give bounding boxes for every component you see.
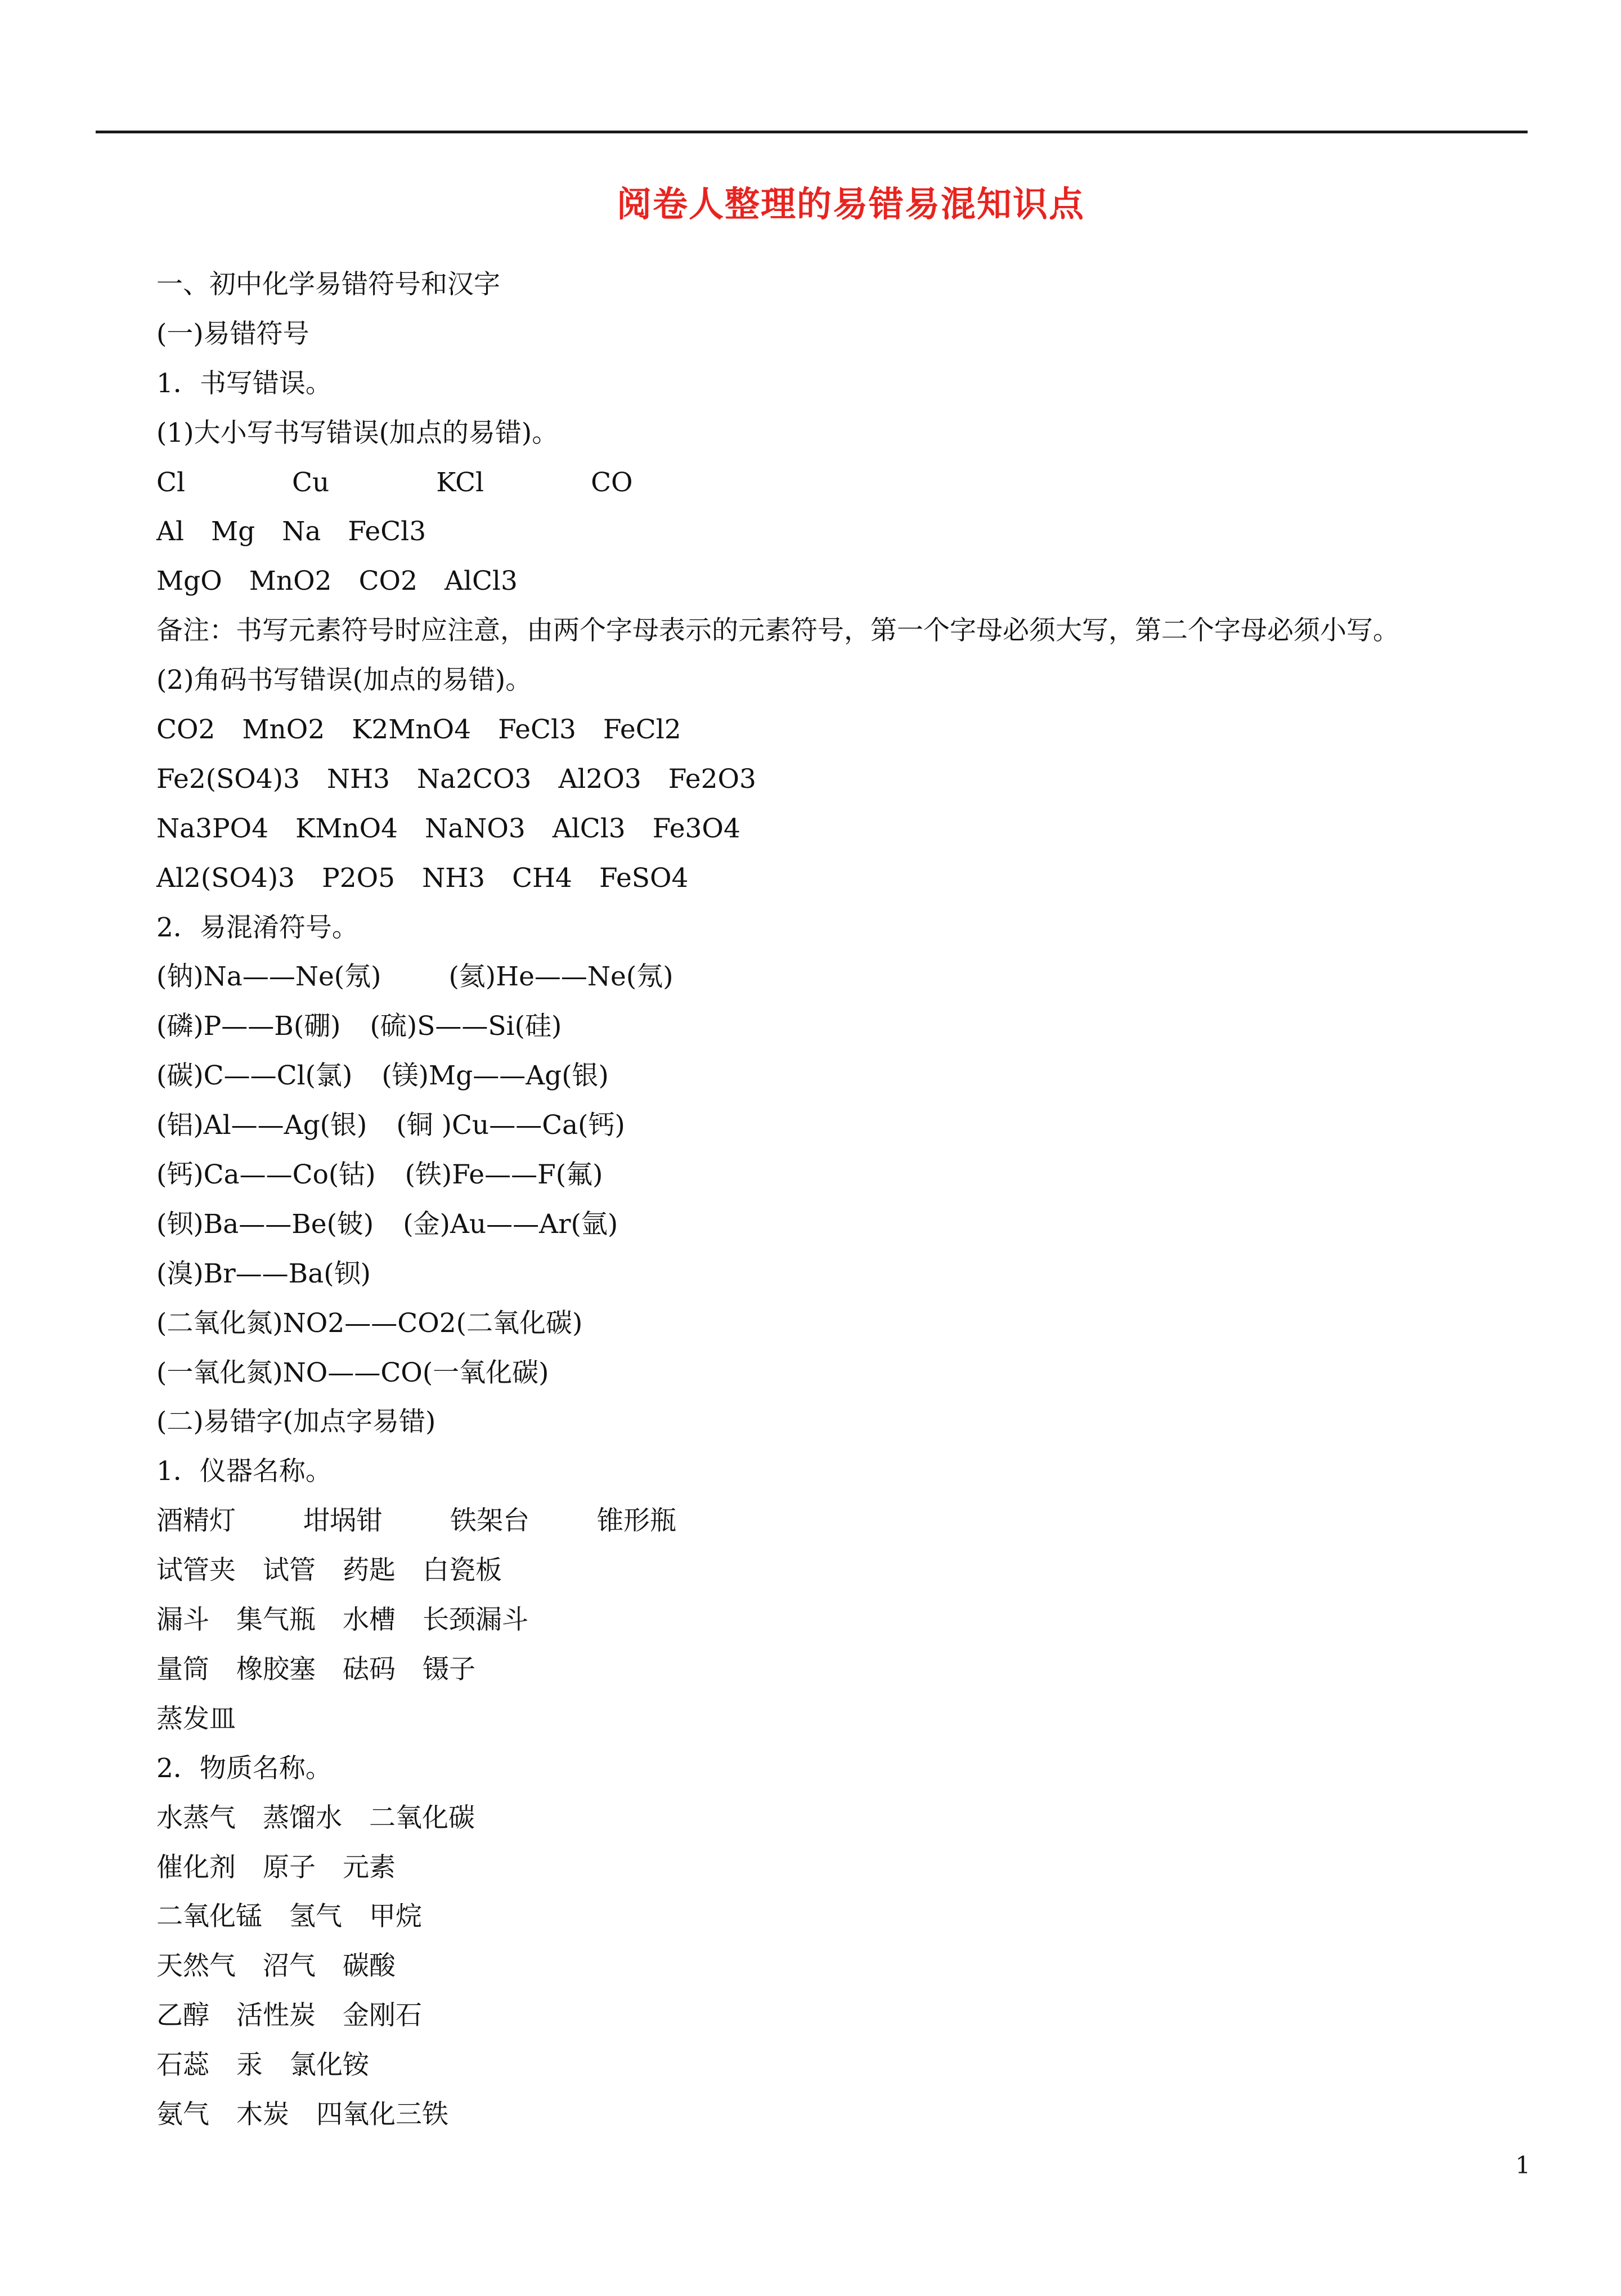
confusion-pair: (二氧化氮)NO2——CO2(二氧化碳) xyxy=(156,1307,583,1339)
substance-row xyxy=(156,1892,1552,1941)
substance-row xyxy=(156,1793,1552,1843)
substance-name: 甲烷 xyxy=(369,1901,422,1932)
confusion-pair: (氦)He——Ne(氖) xyxy=(448,961,673,993)
confusion-row xyxy=(156,1051,1552,1101)
symbol: Cl xyxy=(156,467,185,498)
instrument-row xyxy=(156,1496,1552,1546)
formula: Fe3O4 xyxy=(652,813,740,844)
instrument-name: 蒸发皿 xyxy=(156,1703,236,1734)
confusion-pair: (镁)Mg——Ag(银) xyxy=(381,1060,609,1092)
confusion-pair: (铁)Fe——F(氟) xyxy=(405,1159,603,1191)
substance-name: 元素 xyxy=(343,1851,396,1883)
substance-name: 天然气 xyxy=(156,1950,236,1982)
instrument-name: 锥形瓶 xyxy=(597,1505,676,1537)
symbol: Al xyxy=(156,516,184,548)
confusion-row xyxy=(156,952,1552,1002)
instrument-name: 水槽 xyxy=(343,1604,396,1636)
formula-row xyxy=(156,854,1552,903)
instrument-name: 白瓷板 xyxy=(423,1555,502,1586)
instrument-name: 砝码 xyxy=(343,1653,396,1685)
substance-name: 二氧化锰 xyxy=(156,1901,262,1932)
formula: K2MnO4 xyxy=(352,714,472,746)
symbol-row xyxy=(156,557,1552,606)
symbol: FeCl3 xyxy=(348,516,426,548)
formula: FeCl3 xyxy=(498,714,576,746)
instrument-row xyxy=(156,1546,1552,1595)
instrument-name: 镊子 xyxy=(423,1653,475,1685)
confusion-pair: (铝)Al——Ag(银) xyxy=(156,1110,367,1141)
formula: Na2CO3 xyxy=(416,763,532,795)
formula: FeSO4 xyxy=(599,862,689,894)
instrument-name: 酒精灯 xyxy=(156,1505,236,1537)
formula-row xyxy=(156,705,1552,755)
symbol: Na xyxy=(282,516,321,548)
item-heading: 2．易混淆符号。 xyxy=(156,912,358,943)
instrument-name: 漏斗 xyxy=(156,1604,209,1636)
confusion-pair: (一氧化氮)NO——CO(一氧化碳) xyxy=(156,1357,549,1388)
instrument-name: 量筒 xyxy=(156,1653,209,1685)
confusion-pair: (金)Au——Ar(氩) xyxy=(403,1208,618,1240)
formula: FeCl2 xyxy=(603,714,681,746)
item-heading: 1．仪器名称。 xyxy=(156,1456,332,1487)
symbol: AlCl3 xyxy=(444,566,518,597)
symbol: CO2 xyxy=(358,566,417,597)
substance-row xyxy=(156,2041,1552,2090)
substance-name: 水蒸气 xyxy=(156,1802,236,1833)
page-number: 1 xyxy=(1515,2151,1530,2179)
item-heading: 2．物质名称。 xyxy=(156,1752,332,1784)
confusion-pair: (钠)Na——Ne(氖) xyxy=(156,961,381,993)
confusion-pair: (硫)S——Si(硅) xyxy=(370,1011,562,1042)
substance-name: 四氧化三铁 xyxy=(316,2098,448,2130)
confusion-pair: (钙)Ca——Co(钴) xyxy=(156,1159,376,1191)
confusion-row xyxy=(156,1299,1552,1348)
substance-name: 沼气 xyxy=(263,1950,316,1982)
header-rule xyxy=(96,131,1528,133)
subsection-heading: (一)易错符号 xyxy=(156,318,309,349)
instrument-name: 药匙 xyxy=(343,1555,396,1586)
instrument-name: 试管夹 xyxy=(156,1555,236,1586)
substance-name: 催化剂 xyxy=(156,1851,236,1883)
confusion-pair: (钡)Ba——Be(铍) xyxy=(156,1208,374,1240)
confusion-row xyxy=(156,1200,1552,1249)
instrument-row xyxy=(156,1595,1552,1645)
substance-name: 氨气 xyxy=(156,2098,209,2130)
formula: Al2O3 xyxy=(558,763,641,795)
substance-name: 活性炭 xyxy=(236,2000,316,2032)
instrument-name: 长颈漏斗 xyxy=(423,1604,528,1636)
instrument-name: 铁架台 xyxy=(450,1505,529,1537)
formula: KMnO4 xyxy=(295,813,398,844)
symbol: MgO xyxy=(156,566,222,597)
confusion-row xyxy=(156,1101,1552,1150)
formula: CO2 xyxy=(156,714,215,746)
formula: Fe2O3 xyxy=(668,763,756,795)
instrument-name: 橡胶塞 xyxy=(236,1653,316,1685)
formula: NH3 xyxy=(422,862,486,894)
substance-name: 氯化铵 xyxy=(290,2050,369,2081)
symbol: KCl xyxy=(436,467,484,498)
formula: AlCl3 xyxy=(552,813,626,844)
instrument-row xyxy=(156,1694,1552,1744)
substance-name: 蒸馏水 xyxy=(263,1802,342,1833)
substance-name: 石蕊 xyxy=(156,2050,209,2081)
formula: NH3 xyxy=(326,763,390,795)
instrument-name: 坩埚钳 xyxy=(303,1505,383,1537)
substance-name: 碳酸 xyxy=(343,1950,396,1982)
formula: MnO2 xyxy=(242,714,325,746)
confusion-pair: (磷)P——B(硼) xyxy=(156,1011,341,1042)
formula: Fe2(SO4)3 xyxy=(156,763,300,795)
formula: P2O5 xyxy=(322,862,396,894)
item-heading: 1．书写错误。 xyxy=(156,367,332,399)
substance-name: 木炭 xyxy=(236,2098,289,2130)
confusion-row xyxy=(156,1348,1552,1398)
substance-row xyxy=(156,1991,1552,2041)
confusion-pair: (碳)C——Cl(氯) xyxy=(156,1060,353,1092)
substance-row xyxy=(156,1843,1552,1893)
instrument-name: 试管 xyxy=(263,1555,316,1586)
confusion-row xyxy=(156,1150,1552,1200)
confusion-row xyxy=(156,1002,1552,1051)
symbol-row xyxy=(156,507,1552,557)
substance-name: 汞 xyxy=(236,2050,263,2081)
symbol: Cu xyxy=(292,467,330,498)
substance-name: 金刚石 xyxy=(343,2000,422,2032)
formula-row xyxy=(156,804,1552,854)
confusion-pair: (溴)Br——Ba(钡) xyxy=(156,1258,371,1289)
formula: Na3PO4 xyxy=(156,813,269,844)
document-body xyxy=(156,260,1552,2140)
confusion-row xyxy=(156,1249,1552,1299)
item-subheading: (2)角码书写错误(加点的易错)。 xyxy=(156,665,532,696)
formula: Al2(SO4)3 xyxy=(156,862,295,894)
formula: NaNO3 xyxy=(425,813,526,844)
substance-row xyxy=(156,1941,1552,1991)
subsection-heading: (二)易错字(加点字易错) xyxy=(156,1406,436,1438)
item-subheading: (1)大小写书写错误(加点的易错)。 xyxy=(156,417,559,449)
section-heading: 一、初中化学易错符号和汉字 xyxy=(156,269,500,300)
substance-name: 原子 xyxy=(263,1851,316,1883)
substance-row xyxy=(156,2090,1552,2140)
substance-name: 二氧化碳 xyxy=(369,1802,475,1833)
formula-row xyxy=(156,755,1552,804)
symbol: CO xyxy=(591,467,633,498)
note-text: 备注：书写元素符号时应注意，由两个字母表示的元素符号，第一个字母必须大写，第二个字母必须小写。 xyxy=(156,615,1399,647)
symbol: Mg xyxy=(210,516,255,548)
symbol: MnO2 xyxy=(249,566,332,597)
instrument-name: 集气瓶 xyxy=(236,1604,316,1636)
substance-name: 乙醇 xyxy=(156,2000,209,2032)
page-title: 阅卷人整理的易错易混知识点 xyxy=(616,183,1085,225)
formula: CH4 xyxy=(512,862,572,894)
substance-name: 氢气 xyxy=(289,1901,342,1932)
confusion-pair: (铜 )Cu——Ca(钙) xyxy=(396,1110,625,1141)
symbol-row xyxy=(156,458,1552,508)
instrument-row xyxy=(156,1645,1552,1694)
